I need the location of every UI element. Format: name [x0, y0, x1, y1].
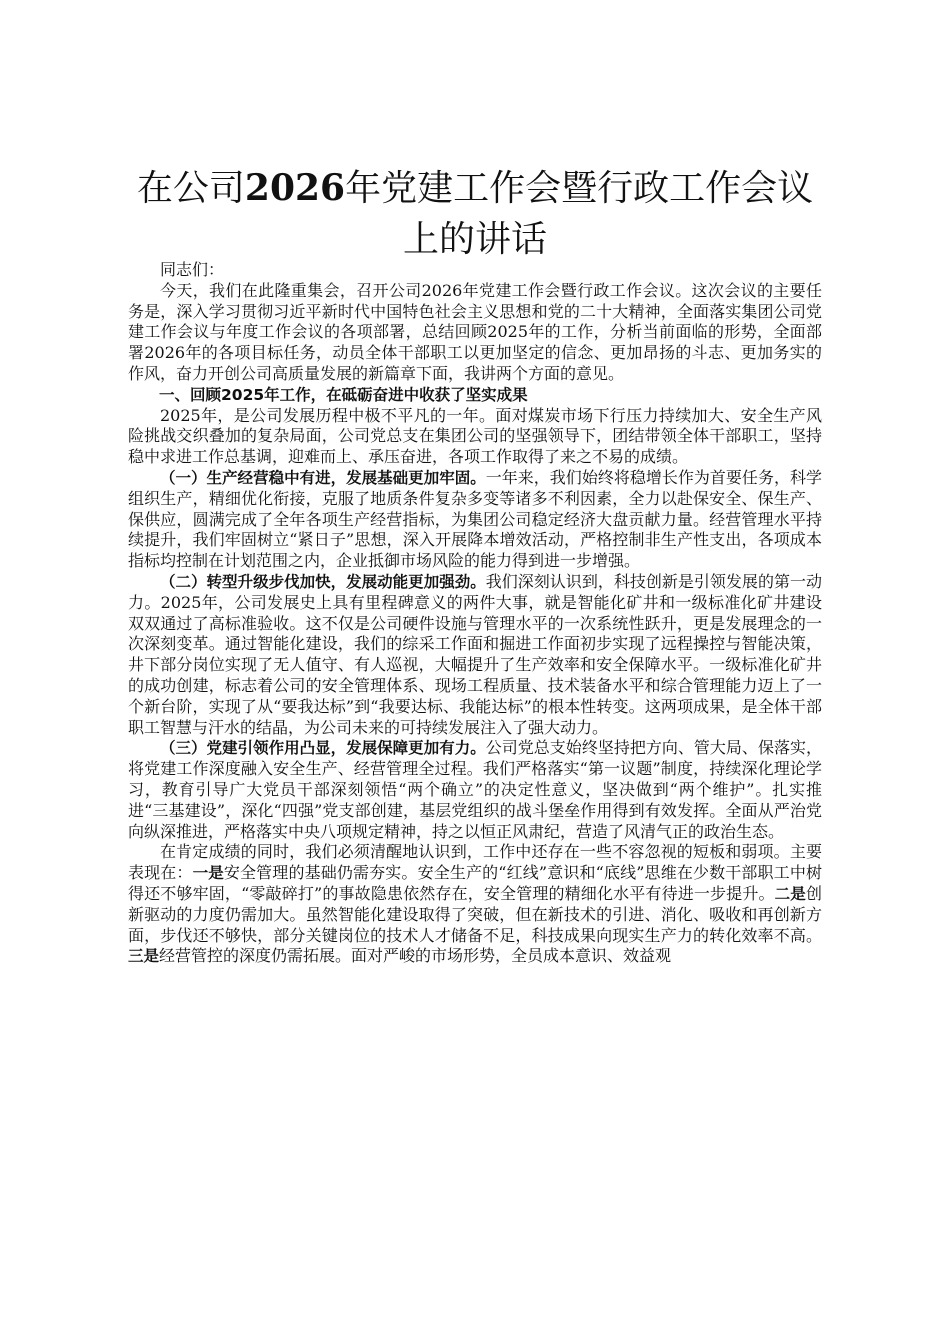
section-heading-1: 一、回顾2025年工作，在砥砺奋进中收获了坚实成果 — [159, 385, 528, 404]
item-text-3: 公司党总支始终坚持把方向、管大局、保落实，将党建工作深度融入安全生产、经营管理全过程。我们严格落实“第一议题”制度，持续深化理论学习，教育引导广大党员干部深刻领悟“两个确立”的决定性意义，坚决做到“两个维护”。扎实推进“三基建设”，深化“四强”党支部创建，基层党组织的战斗堡垒作用得到有效发挥。全面从严治党向纵深推进，严格落实中央八项规定精神，持之以恒正风肃纪，营造了风清气正的政治生态。 — [128, 738, 822, 841]
title-prefix: 在公司 — [136, 168, 245, 209]
point-label-2: 二是 — [774, 884, 806, 903]
point-label-1: 一是 — [192, 864, 224, 883]
item-paragraph-2 — [128, 572, 822, 738]
document-body — [128, 260, 822, 967]
shortcomings-paragraph — [128, 842, 822, 967]
point-text-1: 安全管理的基础仍需夯实。安全生产的“红线”意识和“底线”思维在少数干部职工中树得还不够牢固，“零敲碎打”的事故隐患依然存在，安全管理的精细化水平有待进一步提升。 — [128, 863, 822, 903]
item-heading-3: （三）党建引领作用凸显，发展保障更加有力。 — [160, 739, 486, 758]
salutation: 同志们： — [160, 260, 225, 279]
point-label-3: 三是 — [128, 947, 160, 966]
item-paragraph-1 — [128, 468, 822, 572]
item-paragraph-3 — [128, 738, 822, 842]
point-text-3: 经营管控的深度仍需拓展。面对严峻的市场形势，全员成本意识、效益观 — [159, 946, 672, 966]
item-text-1: 一年来，我们始终将稳增长作为首要任务，科学组织生产，精细优化衔接，克服了地质条件复杂多变等诸多不利因素，全力以赴保安全、保生产、保供应，圆满完成了全年各项生产经营指标，为集团公司稳定经济大盘贡献力量。经营管理水平持续提升，我们牢固树立“紧日子”思想，深入开展降本增效活动，严格控制非生产性支出，各项成本指标均控制在计划范围之内，企业抵御市场风险的能力得到进一步增强。 — [128, 467, 822, 571]
document-title — [120, 163, 830, 265]
item-heading-1: （一）生产经营稳中有进，发展基础更加牢固。 — [160, 468, 486, 487]
shortcomings-lead: 在肯定成绩的同时，我们必须清醒地认识到，工作中还存在一些不容忽视的短板和弱项。主要表现在： — [128, 842, 822, 883]
title-year: 2026 — [244, 167, 346, 209]
title-suffix: 年党建工作会暨行政工作会议上的讲话 — [345, 168, 814, 260]
item-heading-2: （二）转型升级步伐加快，发展动能更加强劲。 — [160, 572, 486, 591]
intro-paragraph: 今天，我们在此隆重集会，召开公司2026年党建工作会暨行政工作会议。这次会议的主要任务是，深入学习贯彻习近平新时代中国特色社会主义思想和党的二十大精神，全面落实集团公司党建工作会议与年度工作会议的各项部署，总结回顾2025年的工作，分析当前面临的形势，全面部署2026年的各项目标任务，动员全体干部职工以更加坚定的信念、更加昂扬的斗志、更加务实的作风，奋力开创公司高质量发展的新篇章下面，我讲两个方面的意见。 — [128, 280, 822, 383]
point-text-2: 创新驱动的力度仍需加大。虽然智能化建设取得了突破，但在新技术的引进、消化、吸收和再创新方面，步伐还不够快，部分关键岗位的技术人才储备不足，科技成果向现实生产力的转化效率不高。 — [128, 883, 822, 945]
item-text-2: 我们深刻认识到，科技创新是引领发展的第一动力。2025年，公司发展史上具有里程碑意义的两件大事，就是智能化矿井和一级标准化矿井建设双双通过了高标准验收。这不仅是公司硬件设施与管理水平的一次系统性跃升，更是发展理念的一次深刻变革。通过智能化建设，我们的综采工作面和掘进工作面初步实现了远程操控与智能决策，井下部分岗位实现了无人值守、有人巡视，大幅提升了生产效率和安全保障水平。一级标准化矿井的成功创建，标志着公司的安全管理体系、现场工程质量、技术装备水平和综合管理能力迈上了一个新台阶，实现了从“要我达标”到“我要达标、我能达标”的根本性转变。这两项成果，是全体干部职工智慧与汗水的结晶，为公司未来的可持续发展注入了强大动力。 — [128, 571, 822, 737]
section1-intro-paragraph: 2025年，是公司发展历程中极不平凡的一年。面对煤炭市场下行压力持续加大、安全生产风险挑战交织叠加的复杂局面，公司党总支在集团公司的坚强领导下，团结带领全体干部职工，坚持稳中求进工作总基调，迎难而上、承压奋进，各项工作取得了来之不易的成绩。 — [128, 405, 822, 467]
